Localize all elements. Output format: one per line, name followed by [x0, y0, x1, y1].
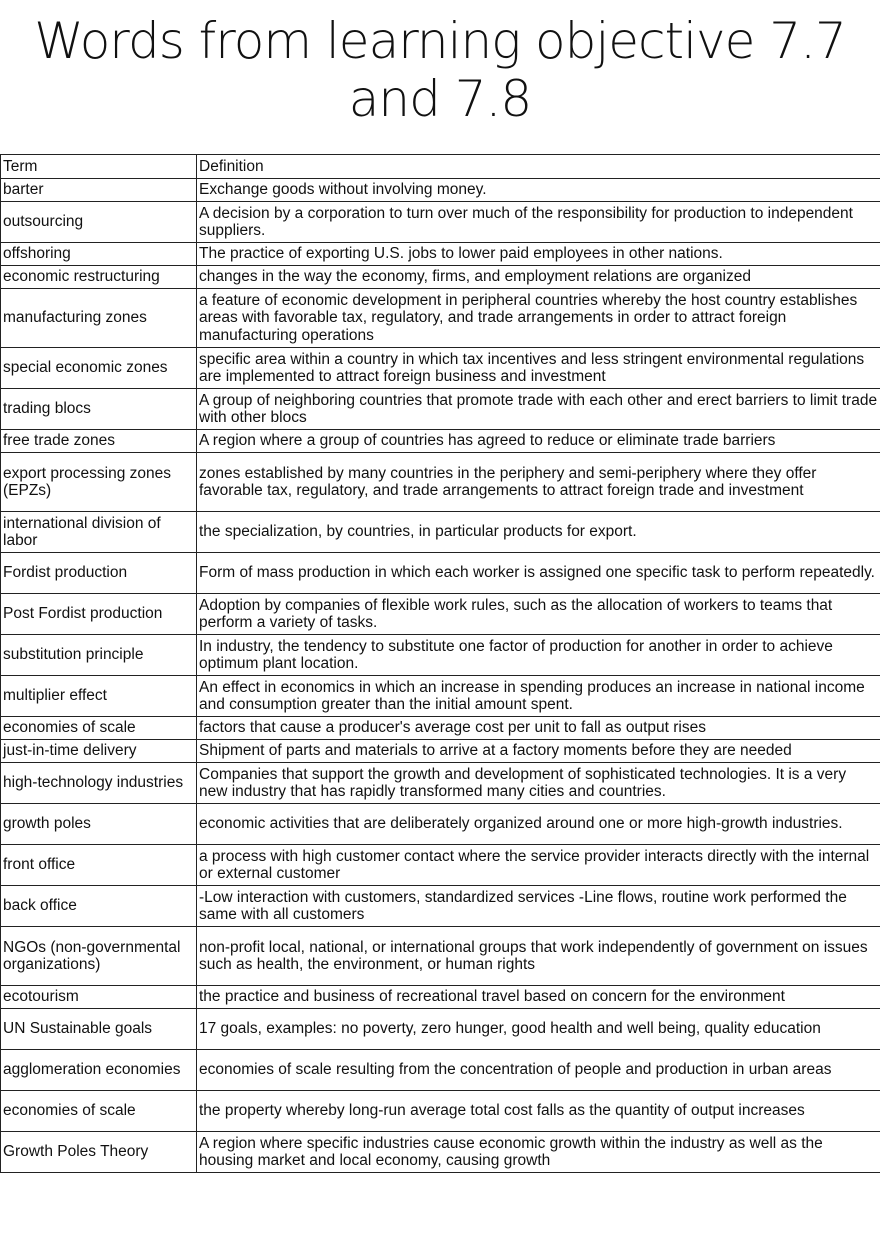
table-row — [1, 553, 880, 594]
table-row — [1, 1132, 880, 1173]
vocabulary-table-body — [1, 155, 880, 1173]
definition-cell: In industry, the tendency to substitute one factor of production for another in order to achieve optimum plant location. — [197, 635, 880, 676]
table-row — [1, 1050, 880, 1091]
table-row — [1, 179, 880, 202]
definition-cell: a process with high customer contact where the service provider interacts directly with the internal or external customer — [197, 845, 880, 886]
definition-cell: An effect in economics in which an increase in spending produces an increase in national income and consumption greater than the initial amount spent. — [197, 676, 880, 717]
vocabulary-table — [0, 154, 880, 1173]
term-cell: special economic zones — [1, 348, 197, 389]
table-row — [1, 717, 880, 740]
term-cell: substitution principle — [1, 635, 197, 676]
table-row — [1, 243, 880, 266]
definition-column-header: Definition — [197, 155, 880, 179]
definition-cell: Form of mass production in which each worker is assigned one specific task to perform repeatedly. — [197, 553, 880, 594]
table-row — [1, 804, 880, 845]
term-cell: Post Fordist production — [1, 594, 197, 635]
definition-cell: Companies that support the growth and development of sophisticated technologies. It is a very new industry that has rapidly transformed many cities and countries. — [197, 763, 880, 804]
table-row — [1, 453, 880, 512]
table-row — [1, 202, 880, 243]
term-cell: economic restructuring — [1, 266, 197, 289]
term-cell: front office — [1, 845, 197, 886]
term-cell: multiplier effect — [1, 676, 197, 717]
term-cell: UN Sustainable goals — [1, 1009, 197, 1050]
table-row — [1, 1091, 880, 1132]
page-title: Words from learning objective 7.7 and 7.8 — [34, 12, 846, 128]
table-row — [1, 512, 880, 553]
term-cell: economies of scale — [1, 717, 197, 740]
definition-cell: factors that cause a producer's average cost per unit to fall as output rises — [197, 717, 880, 740]
definition-cell: a feature of economic development in peripheral countries whereby the host country establishes areas with favorable tax, regulatory, and trade arrangements in order to attract foreign manufacturing operations — [197, 289, 880, 348]
table-row — [1, 289, 880, 348]
term-cell: back office — [1, 886, 197, 927]
definition-cell: the property whereby long-run average total cost falls as the quantity of output increases — [197, 1091, 880, 1132]
table-row — [1, 1009, 880, 1050]
definition-cell: economic activities that are deliberately organized around one or more high-growth industries. — [197, 804, 880, 845]
definition-cell: changes in the way the economy, firms, and employment relations are organized — [197, 266, 880, 289]
term-cell: growth poles — [1, 804, 197, 845]
definition-cell: -Low interaction with customers, standardized services -Line flows, routine work performed the same with all customers — [197, 886, 880, 927]
table-row — [1, 886, 880, 927]
term-cell: just-in-time delivery — [1, 740, 197, 763]
definition-cell: The practice of exporting U.S. jobs to lower paid employees in other nations. — [197, 243, 880, 266]
term-cell: NGOs (non-governmental organizations) — [1, 927, 197, 986]
definition-cell: A region where specific industries cause economic growth within the industry as well as the housing market and local economy, causing growth — [197, 1132, 880, 1173]
table-row — [1, 927, 880, 986]
definition-cell: specific area within a country in which tax incentives and less stringent environmental regulations are implemented to attract foreign business and investment — [197, 348, 880, 389]
table-row — [1, 594, 880, 635]
table-row — [1, 635, 880, 676]
table-row — [1, 763, 880, 804]
table-row — [1, 389, 880, 430]
term-cell: Fordist production — [1, 553, 197, 594]
term-cell: agglomeration economies — [1, 1050, 197, 1091]
term-cell: economies of scale — [1, 1091, 197, 1132]
definition-cell: Adoption by companies of flexible work rules, such as the allocation of workers to teams that perform a variety of tasks. — [197, 594, 880, 635]
term-cell: trading blocs — [1, 389, 197, 430]
table-row — [1, 266, 880, 289]
definition-cell: the specialization, by countries, in particular products for export. — [197, 512, 880, 553]
definition-cell: the practice and business of recreational travel based on concern for the environment — [197, 986, 880, 1009]
term-cell: international division of labor — [1, 512, 197, 553]
term-cell: barter — [1, 179, 197, 202]
definition-cell: Exchange goods without involving money. — [197, 179, 880, 202]
definition-cell: A group of neighboring countries that promote trade with each other and erect barriers to limit trade with other blocs — [197, 389, 880, 430]
definition-cell: zones established by many countries in the periphery and semi-periphery where they offer favorable tax, regulatory, and trade arrangements to attract foreign trade and investment — [197, 453, 880, 512]
definition-cell: A region where a group of countries has agreed to reduce or eliminate trade barriers — [197, 430, 880, 453]
term-cell: outsourcing — [1, 202, 197, 243]
table-row — [1, 430, 880, 453]
definition-cell: non-profit local, national, or international groups that work independently of government on issues such as health, the environment, or human rights — [197, 927, 880, 986]
term-cell: free trade zones — [1, 430, 197, 453]
table-row — [1, 845, 880, 886]
term-cell: manufacturing zones — [1, 289, 197, 348]
definition-cell: economies of scale resulting from the concentration of people and production in urban areas — [197, 1050, 880, 1091]
definition-cell: A decision by a corporation to turn over much of the responsibility for production to independent suppliers. — [197, 202, 880, 243]
term-cell: Growth Poles Theory — [1, 1132, 197, 1173]
term-cell: high-technology industries — [1, 763, 197, 804]
table-row — [1, 348, 880, 389]
term-column-header: Term — [1, 155, 197, 179]
table-row — [1, 986, 880, 1009]
table-row — [1, 740, 880, 763]
table-row — [1, 676, 880, 717]
term-cell: ecotourism — [1, 986, 197, 1009]
term-cell: offshoring — [1, 243, 197, 266]
table-header-row — [1, 155, 880, 179]
term-cell: export processing zones (EPZs) — [1, 453, 197, 512]
definition-cell: Shipment of parts and materials to arrive at a factory moments before they are needed — [197, 740, 880, 763]
definition-cell: 17 goals, examples: no poverty, zero hunger, good health and well being, quality education — [197, 1009, 880, 1050]
